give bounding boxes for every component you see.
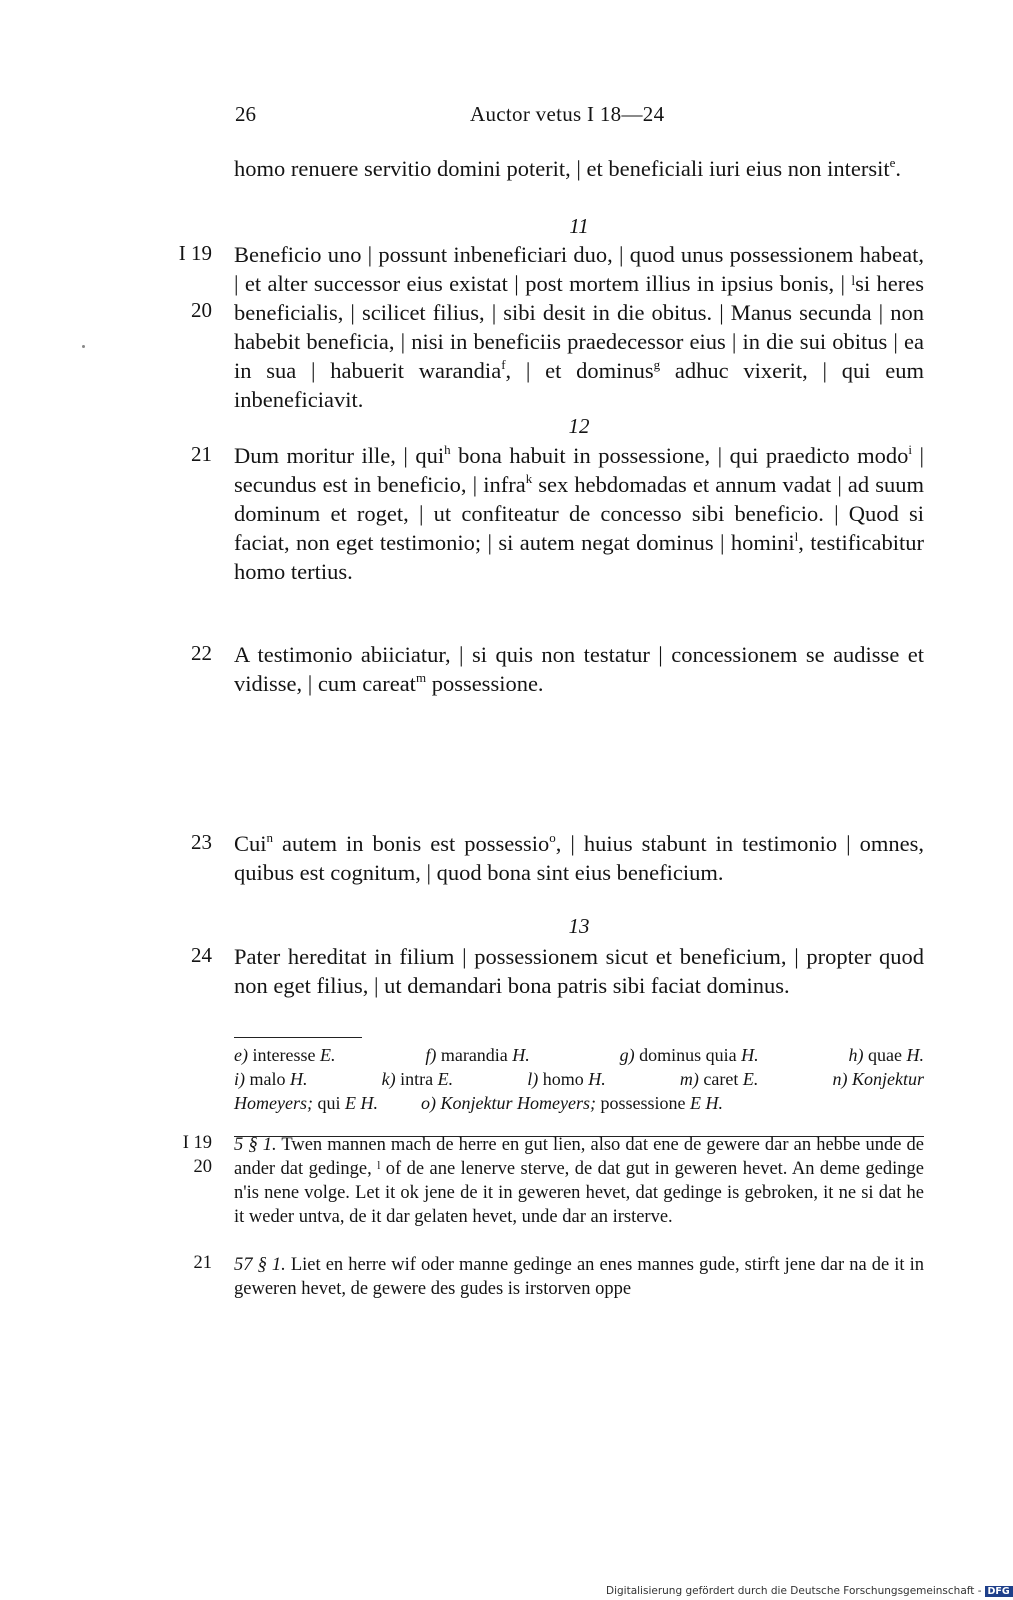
running-head: Auctor vetus I 18—24 (470, 102, 665, 126)
paragraph-text: sex hebdomadas et annum vadat | ad suum dominum et roget, | ut confiteatur de concesso sibi beneficio. | Quod si faciat, non eget testimonio; | si autem negat dominus | homini (234, 472, 924, 555)
footnote-ref-k: k (525, 471, 533, 486)
footnote-ref-g: g (653, 357, 661, 372)
paragraph-21 (234, 441, 924, 586)
note-l: l) homo H. (527, 1069, 606, 1089)
line-number-24: 24 (191, 943, 212, 967)
paragraph-19-20 (234, 240, 924, 414)
note-k: k) intra E. (381, 1069, 454, 1089)
line-number-23: 23 (191, 830, 212, 854)
dfg-logo: DFG (985, 1586, 1013, 1597)
section-number-13: 13 (568, 914, 590, 938)
paragraph-text: , | huius stabunt in testimonio | omnes, quibus est cognitum, | quod bona sint eius beneficium. (234, 831, 924, 885)
paragraph-text: autem in bonis est possessio (273, 831, 550, 856)
footnote-ref-i: i (908, 442, 912, 457)
note-n: n) Konjektur (832, 1069, 924, 1089)
note-h: h) quae H. (848, 1045, 924, 1065)
line-number-21: 21 (191, 442, 212, 466)
ss-reference: 57 § 1. (234, 1255, 286, 1275)
notes-row-1 (234, 1043, 924, 1067)
paragraph-text: Dum moritur ille, | qui (234, 443, 445, 468)
sachsenspiegel-parallel-19 (234, 1133, 924, 1229)
paragraph-22 (234, 640, 924, 698)
sachsenspiegel-parallel-21 (234, 1253, 924, 1301)
ss-line-number-21: 21 (193, 1253, 212, 1273)
paragraph-text: Beneficio uno | possunt inbeneficiari duo, | quod unus possessionem habeat, | et alter successor eius existat | post mortem illius in ipsius bonis, | ˡsi heres beneficialis, | scilicet filius, | sibi desit in die obitus. | Manus secunda | non habebit beneficia, | nisi in beneficiis praedecessor eius | in die sui obitus | ea in sua | habuerit warandia (234, 242, 924, 383)
footnote-ref-h: h (444, 442, 451, 457)
ss-text: Liet en herre wif oder manne gedinge an enes mannes gude, stirft jene dar na de it in geweren hevet, de gewere des gudes is irstorven oppe (234, 1255, 924, 1299)
note-n-cont: Homeyers; (234, 1093, 313, 1113)
note-g: g) dominus quia H. (619, 1045, 759, 1065)
line-number-22: 22 (191, 641, 212, 665)
page-header (0, 102, 1000, 132)
line-number-I19: I 19 (178, 241, 212, 265)
section-number-12: 12 (568, 414, 590, 438)
continuation-paragraph (234, 154, 924, 183)
paragraph-24: Pater hereditat in filium | possessionem sicut et beneficium, | propter quod non eget filius, | ut demandari bona patris sibi faciat dominus. (234, 944, 924, 998)
ss-text: Twen mannen mach de herre en gut lien, also dat ene de gewere dar an hebbe unde de ander dat gedinge, ˡ of de ane lenerve sterve, de dat gut in geweren hevet. An deme gedinge n'is nene volge. Let it ok jene de it in geweren hevet, dat gedinge is gebroken, it ne si dat he it weder untva, de it dar gelaten hevet, unde dar an irsterve. (234, 1135, 924, 1227)
paragraph-text: , | et dominus (505, 358, 654, 383)
paragraph-text: Cui (234, 831, 267, 856)
apparatus-notes (234, 1043, 924, 1115)
paragraph-text: , testificabitur homo tertius. (234, 530, 924, 584)
footnote-ref-e: e (889, 155, 896, 170)
footer-text: Digitalisierung gefördert durch die Deutsche Forschungsgemeinschaft - (606, 1585, 982, 1597)
footnote-ref-m: m (415, 670, 427, 685)
scan-speck (82, 345, 85, 348)
note-m: m) caret E. (679, 1069, 759, 1089)
paragraph-text: | secundus est in beneficio, | infra (234, 443, 924, 497)
ss-reference: 5 § 1. (234, 1135, 277, 1155)
continuation-text: homo renuere servitio domini poterit, | et beneficiali iuri eius non intersit (234, 156, 890, 181)
paragraph-text: A testimonio abiiciatur, | si quis non testatur | concessionem se audisse et vidisse, | cum careat (234, 642, 924, 696)
note-o: o) Konjektur Homeyers; possessione E H. (421, 1093, 723, 1113)
notes-row-2 (234, 1067, 924, 1091)
paragraph-text: adhuc vixerit, | qui eum inbeneficiavit. (234, 358, 925, 412)
paragraph-text: bona habuit in possessione, | qui praedicto modo (450, 443, 909, 468)
note-e: e) interesse E. (234, 1045, 336, 1065)
section-number-11: 11 (569, 214, 589, 238)
digitization-footer (606, 1585, 1013, 1597)
page-number: 26 (235, 102, 256, 126)
footnote-ref-n: n (266, 830, 274, 845)
footnote-ref-l: l (794, 529, 799, 544)
continuation-end: . (895, 156, 901, 181)
notes-row-3: Homeyers; qui E H. o) Konjektur Homeyers; possessione E H. (234, 1093, 723, 1113)
note-i: i) malo H. (234, 1069, 308, 1089)
footnote-rule (234, 1037, 362, 1038)
ss-line-number-20: 20 (193, 1157, 212, 1177)
footnote-ref-f: f (501, 357, 506, 372)
line-number-20: 20 (191, 298, 212, 322)
paragraph-text: possessione. (426, 671, 544, 696)
footnote-ref-o: o (549, 830, 556, 845)
ss-line-number-I19: I 19 (182, 1133, 212, 1153)
note-f: f) marandia H. (425, 1045, 530, 1065)
paragraph-23 (234, 829, 924, 887)
